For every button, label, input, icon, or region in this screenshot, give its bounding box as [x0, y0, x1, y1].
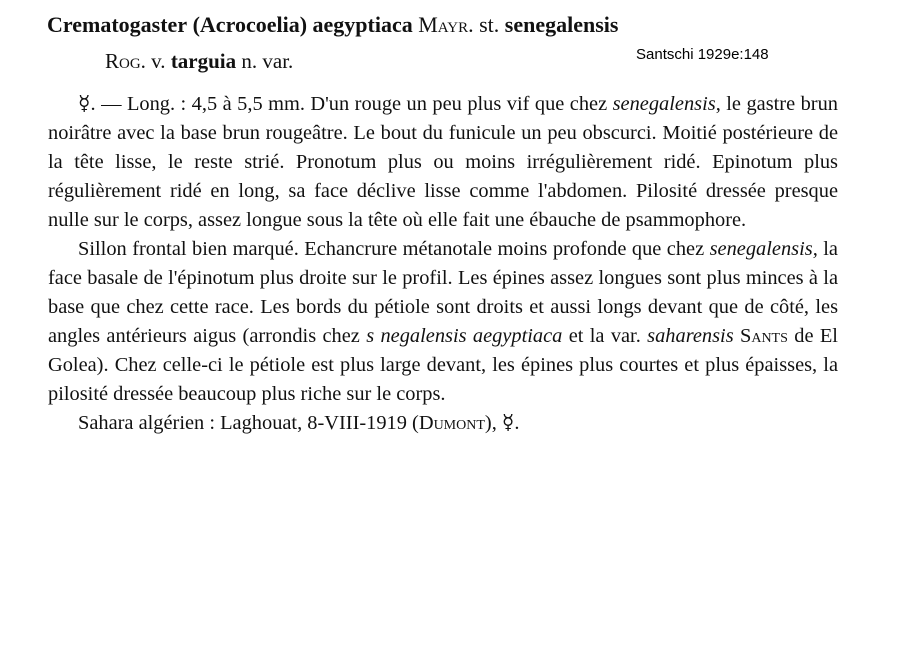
paragraph-locality: Sahara algérien : Laghouat, 8-VIII-1919 (Dumont), ☿.: [78, 412, 520, 434]
rank-st: st.: [479, 12, 500, 37]
species-name: aegyptiaca: [312, 12, 413, 37]
citation-label: Santschi 1929e:148: [636, 46, 769, 63]
worker-symbol-icon: ☿: [78, 93, 91, 115]
author-rog: Rog.: [105, 49, 146, 73]
description-body: [48, 90, 838, 438]
author-mayr: Mayr.: [418, 12, 474, 37]
worker-symbol-icon: ☿: [501, 412, 515, 434]
collector-name: Dumont: [418, 412, 485, 434]
new-variety-label: n. var.: [241, 49, 294, 73]
subgenus-name: (Acrocoelia): [192, 12, 308, 37]
paragraph-comparison: Sillon frontal bien marqué. Echancrure métanotale moins profonde que chez senegalensis, la face basale de l'épinotum plus droite sur le profil. Les épines assez longues sont plus minces à la base que chez cette race. Les bords du pétiole sont droits et aussi longs devant que de côté, les angles antérieurs aigus (arrondis chez s negalensis aegyptiaca et la var. saharensis Sants de El Golea). Chez celle-ci le pétiole est plus large devant, les épines plus courtes et plus épaisses, la pilosité dressée beaucoup plus riche sur le corps.: [48, 238, 838, 405]
taxon-title: [47, 12, 877, 38]
taxon-subtitle: [105, 48, 625, 74]
variety-name: targuia: [170, 49, 237, 73]
genus-name: Crematogaster: [47, 12, 188, 37]
subspecies-name: senegalensis: [504, 12, 619, 37]
paragraph-worker-description: ☿. — Long. : 4,5 à 5,5 mm. D'un rouge un peu plus vif que chez senegalensis, le gastre brun noirâtre avec la base brun rougeâtre. Le bout du funicule un peu obscurci. Moitié postérieure de la tête lisse, le reste strié. Pronotum plus ou moins irrégulièrement ridé. Epinotum plus régulièrement ridé en long, sa face déclive lisse comme l'abdomen. Pilosité dressée presque nulle sur le corps, assez longue sous la tête où elle fait une ébauche de psammophore.: [48, 93, 838, 231]
rank-v: v.: [151, 49, 166, 73]
